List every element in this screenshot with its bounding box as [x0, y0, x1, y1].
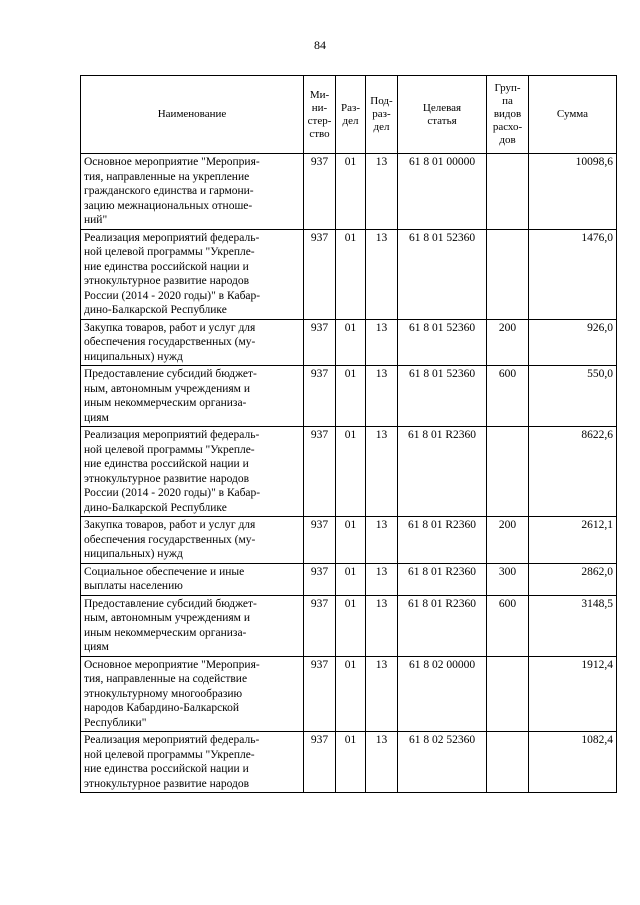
cell-section: 01	[336, 595, 366, 656]
cell-subsection: 13	[366, 366, 398, 427]
table-header	[81, 76, 617, 154]
cell-ministry: 937	[304, 732, 336, 793]
cell-subsection: 13	[366, 154, 398, 230]
cell-target: 61 8 01 R2360	[398, 517, 487, 564]
cell-ministry: 937	[304, 154, 336, 230]
cell-ministry: 937	[304, 427, 336, 517]
cell-target: 61 8 01 R2360	[398, 563, 487, 595]
cell-subsection: 13	[366, 732, 398, 793]
header-subsection: Под- раз- дел	[366, 76, 398, 154]
cell-subsection: 13	[366, 563, 398, 595]
cell-name: Закупка товаров, работ и услуг для обеспечения государственных (му- ниципальных) нужд	[81, 319, 304, 366]
cell-subsection: 13	[366, 656, 398, 732]
table-row	[81, 229, 617, 319]
table-row	[81, 732, 617, 793]
cell-group	[487, 656, 529, 732]
cell-sum: 2612,1	[529, 517, 617, 564]
cell-section: 01	[336, 427, 366, 517]
cell-sum: 1912,4	[529, 656, 617, 732]
cell-sum: 550,0	[529, 366, 617, 427]
cell-name: Предоставление субсидий бюджет- ным, автономным учреждениям и иным некоммерческим организа- циям	[81, 366, 304, 427]
header-row	[81, 76, 617, 154]
cell-ministry: 937	[304, 366, 336, 427]
cell-subsection: 13	[366, 229, 398, 319]
cell-section: 01	[336, 366, 366, 427]
cell-name: Предоставление субсидий бюджет- ным, автономным учреждениям и иным некоммерческим организа- циям	[81, 595, 304, 656]
cell-group: 600	[487, 366, 529, 427]
cell-group	[487, 229, 529, 319]
cell-section: 01	[336, 517, 366, 564]
table-row	[81, 319, 617, 366]
table-row	[81, 427, 617, 517]
cell-group	[487, 732, 529, 793]
budget-table	[80, 75, 617, 793]
header-target: Целевая статья	[398, 76, 487, 154]
cell-subsection: 13	[366, 517, 398, 564]
cell-ministry: 937	[304, 319, 336, 366]
cell-group: 200	[487, 319, 529, 366]
table-body	[81, 154, 617, 793]
table-row	[81, 154, 617, 230]
cell-ministry: 937	[304, 563, 336, 595]
table-row	[81, 366, 617, 427]
cell-subsection: 13	[366, 427, 398, 517]
cell-sum: 10098,6	[529, 154, 617, 230]
cell-subsection: 13	[366, 595, 398, 656]
cell-target: 61 8 01 52360	[398, 319, 487, 366]
cell-target: 61 8 01 R2360	[398, 427, 487, 517]
header-ministry: Ми- ни- стер- ство	[304, 76, 336, 154]
cell-sum: 926,0	[529, 319, 617, 366]
header-section: Раз- дел	[336, 76, 366, 154]
cell-group	[487, 427, 529, 517]
cell-target: 61 8 02 00000	[398, 656, 487, 732]
cell-target: 61 8 01 52360	[398, 366, 487, 427]
cell-subsection: 13	[366, 319, 398, 366]
cell-section: 01	[336, 319, 366, 366]
header-name: Наименование	[81, 76, 304, 154]
cell-group: 200	[487, 517, 529, 564]
cell-sum: 8622,6	[529, 427, 617, 517]
table-row	[81, 656, 617, 732]
table-row	[81, 595, 617, 656]
cell-sum: 2862,0	[529, 563, 617, 595]
cell-sum: 1476,0	[529, 229, 617, 319]
cell-section: 01	[336, 154, 366, 230]
header-sum: Сумма	[529, 76, 617, 154]
cell-name: Закупка товаров, работ и услуг для обеспечения государственных (му- ниципальных) нужд	[81, 517, 304, 564]
cell-name: Основное мероприятие "Мероприя- тия, направленные на укрепление гражданского единства и гармони- зацию межнациональных отноше- ний"	[81, 154, 304, 230]
page-number: 84	[314, 38, 326, 52]
cell-name: Реализация мероприятий федераль- ной целевой программы "Укрепле- ние единства российской нации и этнокультурное развитие народов России (2014 - 2020 годы)" в Кабар- дино-Балкарской Республике	[81, 427, 304, 517]
cell-target: 61 8 01 R2360	[398, 595, 487, 656]
header-group: Груп- па видов расхо- дов	[487, 76, 529, 154]
cell-section: 01	[336, 732, 366, 793]
cell-target: 61 8 01 00000	[398, 154, 487, 230]
cell-section: 01	[336, 563, 366, 595]
cell-group: 600	[487, 595, 529, 656]
cell-ministry: 937	[304, 595, 336, 656]
cell-ministry: 937	[304, 656, 336, 732]
cell-ministry: 937	[304, 517, 336, 564]
table-row	[81, 563, 617, 595]
cell-target: 61 8 01 52360	[398, 229, 487, 319]
cell-name: Социальное обеспечение и иные выплаты населению	[81, 563, 304, 595]
cell-name: Реализация мероприятий федераль- ной целевой программы "Укрепле- ние единства российской нации и этнокультурное развитие народов	[81, 732, 304, 793]
cell-name: Основное мероприятие "Мероприя- тия, направленные на содействие этнокультурному многообразию народов Кабардино-Балкарской Республики"	[81, 656, 304, 732]
cell-ministry: 937	[304, 229, 336, 319]
cell-sum: 1082,4	[529, 732, 617, 793]
cell-section: 01	[336, 229, 366, 319]
cell-group: 300	[487, 563, 529, 595]
cell-group	[487, 154, 529, 230]
cell-sum: 3148,5	[529, 595, 617, 656]
cell-name: Реализация мероприятий федераль- ной целевой программы "Укрепле- ние единства российской нации и этнокультурное развитие народов России (2014 - 2020 годы)" в Кабар- дино-Балкарской Республике	[81, 229, 304, 319]
cell-target: 61 8 02 52360	[398, 732, 487, 793]
table-row	[81, 517, 617, 564]
cell-section: 01	[336, 656, 366, 732]
